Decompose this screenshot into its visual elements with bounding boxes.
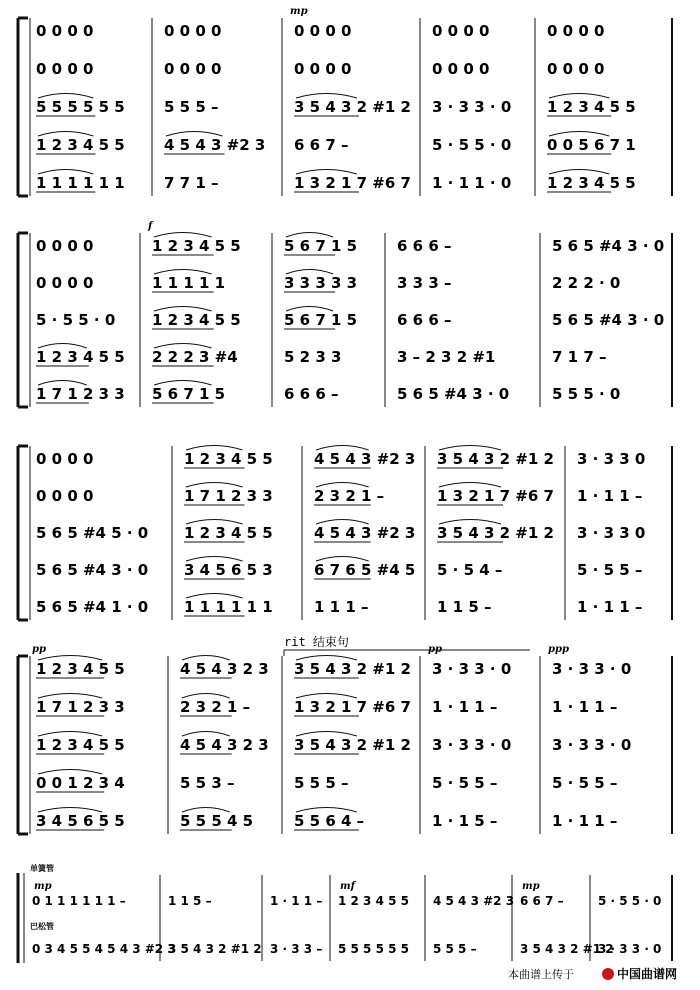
measure-notes: 1 7 1 2 3 3: [36, 698, 125, 716]
measure-notes: 1 2 3 4 5 5: [547, 174, 636, 192]
measure-notes: 0 0 0 0: [164, 22, 222, 40]
measure-notes: 1 2 3 4 5 5: [184, 450, 273, 468]
measure-notes: 3 · 3 3 · 0: [432, 736, 512, 754]
measure-notes: 5 · 5 4 –: [437, 561, 503, 579]
measure-notes: 3 3 3 –: [397, 274, 452, 292]
measure-notes: 4 5 4 3 #2 3: [314, 524, 416, 542]
measure-notes: 1 · 1 5 –: [432, 812, 498, 830]
measure-notes: 3 3 3 3 3: [284, 274, 358, 292]
measure-notes: 5 5 5 5 5 5: [338, 942, 409, 956]
measure-notes: 5 · 5 5 · 0: [36, 311, 116, 329]
measure-notes: 1 3 2 1 7 #6 7: [437, 487, 554, 505]
measure-notes: 3 · 3 3 · 0: [598, 942, 662, 956]
measure-notes: 3 5 4 3 2 #1 2: [294, 736, 411, 754]
measure-notes: 1 1 1 1 1 1: [184, 598, 273, 616]
measure-notes: 4 5 4 3 2 3: [180, 736, 269, 754]
measure-notes: 3 5 4 3 2 #1 2: [294, 660, 411, 678]
clarinet-label: 单簧管: [30, 864, 54, 873]
measure-notes: 0 0 0 0: [36, 487, 94, 505]
measure-notes: 3 · 3 3 0: [577, 524, 646, 542]
dynamic-marking: ppp: [548, 644, 569, 655]
measure-notes: 2 2 2 · 0: [552, 274, 621, 292]
measure-notes: 4 5 4 3 #2 3: [314, 450, 416, 468]
measure-notes: 3 – 2 3 2 #1: [397, 348, 496, 366]
measure-notes: 1 2 3 4 5 5: [36, 660, 125, 678]
measure-notes: 0 0 0 0: [164, 60, 222, 78]
measure-notes: 1 · 1 1 –: [552, 812, 618, 830]
dynamic-marking: mp: [34, 881, 52, 892]
measure-notes: 5 5 5 –: [294, 774, 349, 792]
measure-notes: 5 · 5 5 –: [577, 561, 643, 579]
measure-notes: 5 5 5 4 5: [180, 812, 254, 830]
measure-notes: 5 6 5 #4 3 · 0: [552, 237, 665, 255]
measure-notes: 0 0 0 0: [547, 22, 605, 40]
measure-notes: 1 · 1 1 –: [270, 894, 323, 908]
measure-notes: 5 6 5 #4 3 · 0: [36, 561, 149, 579]
site-logo-icon: [602, 968, 614, 980]
dynamic-marking: pp: [428, 644, 442, 655]
measure-notes: 2 2 2 3 #4: [152, 348, 238, 366]
rit-marking: rit 结束句: [284, 635, 349, 649]
measure-notes: 0 1 1 1 1 1 1 –: [32, 894, 126, 908]
dynamic-marking: pp: [32, 644, 46, 655]
dynamic-marking: mf: [340, 881, 355, 892]
measure-notes: 6 6 7 –: [294, 136, 349, 154]
measure-notes: 1 2 3 4 5 5: [36, 348, 125, 366]
measure-notes: 5 6 7 1 5: [152, 385, 226, 403]
measure-notes: 3 · 3 3 · 0: [552, 736, 632, 754]
measure-notes: 3 · 3 3 0: [577, 450, 646, 468]
dynamic-marking: mp: [290, 6, 308, 17]
measure-notes: 0 0 1 2 3 4: [36, 774, 125, 792]
measure-notes: 5 5 3 –: [180, 774, 235, 792]
measure-notes: 3 4 5 6 5 3: [184, 561, 273, 579]
measure-notes: 3 5 4 3 2 #1 2: [168, 942, 262, 956]
measure-notes: 5 · 5 5 · 0: [432, 136, 512, 154]
footer-text: 本曲谱上传于: [508, 968, 574, 981]
measure-notes: 6 7 6 5 #4 5: [314, 561, 416, 579]
measure-notes: 5 5 5 5 5 5: [36, 98, 125, 116]
measure-notes: 1 1 5 –: [168, 894, 212, 908]
measure-notes: 0 0 0 0: [432, 22, 490, 40]
measure-notes: 5 5 5 –: [433, 942, 477, 956]
measure-notes: 0 0 0 0: [294, 60, 352, 78]
site-brand: 中国曲谱网: [617, 967, 678, 981]
measure-notes: 1 1 1 –: [314, 598, 369, 616]
measure-notes: 1 · 1 1 –: [552, 698, 618, 716]
measure-notes: 0 0 0 0: [432, 60, 490, 78]
measure-notes: 4 5 4 3 #2 3: [433, 894, 515, 908]
measure-notes: 3 5 4 3 2 #1 2: [294, 98, 411, 116]
measure-notes: 1 2 3 4 5 5: [152, 237, 241, 255]
measure-notes: 5 6 7 1 5: [284, 237, 358, 255]
measure-notes: 0 0 0 0: [36, 60, 94, 78]
measure-notes: 1 2 3 4 5 5: [36, 736, 125, 754]
measure-notes: 1 2 3 4 5 5: [338, 894, 409, 908]
measure-notes: 1 2 3 4 5 5: [547, 98, 636, 116]
measure-notes: 0 0 0 0: [36, 22, 94, 40]
measure-notes: 4 5 4 3 #2 3: [164, 136, 266, 154]
measure-notes: 1 · 1 1 –: [577, 487, 643, 505]
measure-notes: 1 · 1 1 · 0: [432, 174, 512, 192]
bassoon-label: 巴松管: [30, 922, 54, 931]
measure-notes: 5 2 3 3: [284, 348, 342, 366]
measure-notes: 6 6 6 –: [397, 311, 452, 329]
measure-notes: 4 5 4 3 2 3: [180, 660, 269, 678]
measure-notes: 0 0 0 0: [36, 237, 94, 255]
measure-notes: 5 5 5 · 0: [552, 385, 621, 403]
measure-notes: 1 7 1 2 3 3: [184, 487, 273, 505]
measure-notes: 5 6 5 #4 5 · 0: [36, 524, 149, 542]
measure-notes: 0 0 0 0: [294, 22, 352, 40]
measure-notes: 5 · 5 5 –: [552, 774, 618, 792]
measure-notes: 5 6 5 #4 1 · 0: [36, 598, 149, 616]
measure-notes: 5 5 5 –: [164, 98, 219, 116]
measure-notes: 3 · 3 3 –: [270, 942, 323, 956]
measure-notes: 3 5 4 3 2 #1 2: [437, 450, 554, 468]
measure-notes: 1 2 3 4 5 5: [36, 136, 125, 154]
measure-notes: 1 7 1 2 3 3: [36, 385, 125, 403]
measure-notes: 3 · 3 3 · 0: [552, 660, 632, 678]
measure-notes: 5 · 5 5 –: [432, 774, 498, 792]
measure-notes: 0 3 4 5 5 4 5 4 3 #2 3: [32, 942, 176, 956]
measure-notes: 5 5 6 4 –: [294, 812, 365, 830]
measure-notes: 5 6 5 #4 3 · 0: [552, 311, 665, 329]
dynamic-marking: mp: [522, 881, 540, 892]
measure-notes: 0 0 5 6 7 1: [547, 136, 636, 154]
measure-notes: 1 · 1 1 –: [432, 698, 498, 716]
measure-notes: 5 6 7 1 5: [284, 311, 358, 329]
measure-notes: 7 1 7 –: [552, 348, 607, 366]
measure-notes: 0 0 0 0: [36, 274, 94, 292]
measure-notes: 1 1 5 –: [437, 598, 492, 616]
measure-notes: 1 2 3 4 5 5: [184, 524, 273, 542]
measure-notes: 0 0 0 0: [36, 450, 94, 468]
measure-notes: 1 3 2 1 7 #6 7: [294, 174, 411, 192]
measure-notes: 3 · 3 3 · 0: [432, 660, 512, 678]
measure-notes: 6 6 6 –: [397, 237, 452, 255]
measure-notes: 3 5 4 3 2 #1 2: [437, 524, 554, 542]
dynamic-marking: f: [148, 221, 153, 232]
measure-notes: 7 7 1 –: [164, 174, 219, 192]
measure-notes: 3 5 4 3 2 #1 2: [520, 942, 614, 956]
measure-notes: 1 · 1 1 –: [577, 598, 643, 616]
measure-notes: 1 3 2 1 7 #6 7: [294, 698, 411, 716]
measure-notes: 6 6 6 –: [284, 385, 339, 403]
measure-notes: 5 6 5 #4 3 · 0: [397, 385, 510, 403]
measure-notes: 3 · 3 3 · 0: [432, 98, 512, 116]
measure-notes: 1 1 1 1 1 1: [36, 174, 125, 192]
measure-notes: 5 · 5 5 · 0: [598, 894, 662, 908]
measure-notes: 1 1 1 1 1: [152, 274, 226, 292]
measure-notes: 3 4 5 6 5 5: [36, 812, 125, 830]
measure-notes: 2 3 2 1 –: [180, 698, 251, 716]
measure-notes: 1 2 3 4 5 5: [152, 311, 241, 329]
measure-notes: 0 0 0 0: [547, 60, 605, 78]
measure-notes: 2 3 2 1 –: [314, 487, 385, 505]
measure-notes: 6 6 7 –: [520, 894, 564, 908]
